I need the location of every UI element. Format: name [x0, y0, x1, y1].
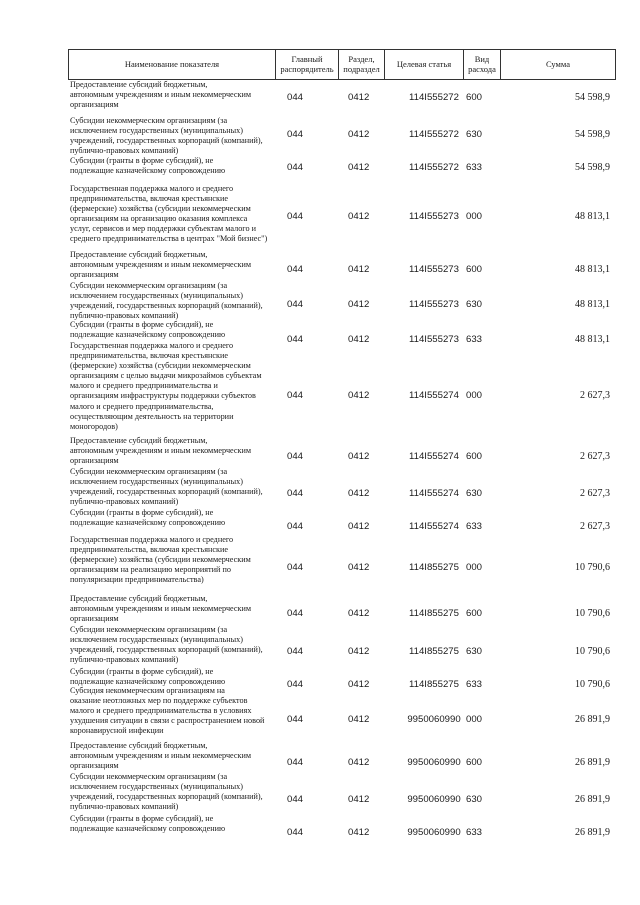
row-razdel: 0412 — [348, 794, 370, 805]
row-name: Предоставление субсидий бюджетным, автономным учреждениям и иным некоммерческим организациям — [70, 741, 252, 771]
row-expense-type: 600 — [466, 92, 483, 103]
row-target-article: 114I555274 — [409, 488, 459, 499]
row-razdel: 0412 — [348, 211, 370, 222]
row-target-article: 114I555272 — [409, 92, 459, 103]
row-target-article: 114I855275 — [409, 562, 459, 573]
row-target-article: 114I555274 — [409, 451, 459, 462]
row-expense-type: 600 — [466, 608, 483, 619]
row-sum: 26 891,9 — [575, 827, 610, 838]
row-sum: 2 627,3 — [580, 390, 610, 401]
row-grbs: 044 — [287, 646, 304, 657]
row-name: Предоставление субсидий бюджетным, автономным учреждениям и иным некоммерческим организациям — [70, 594, 252, 624]
row-name: Субсидии некоммерческим организациям (за исключением государственных (муниципальных) учреждений, государственных корпораций (компаний), публично-правовых компаний) — [70, 772, 263, 812]
row-razdel: 0412 — [348, 162, 370, 173]
row-sum: 10 790,6 — [575, 608, 610, 619]
row-razdel: 0412 — [348, 390, 370, 401]
row-expense-type: 630 — [466, 794, 483, 805]
row-name: Субсидии некоммерческим организациям (за исключением государственных (муниципальных) учреждений, государственных корпораций (компаний), публично-правовых компаний) — [70, 281, 263, 321]
row-sum: 54 598,9 — [575, 129, 610, 140]
row-name: Государственная поддержка малого и среднего предпринимательства, включая крестьянские (фермерские) хозяйства (субсидии некоммерческим организациям на организацию оказания комплекса услуг, сервисов и мер поддержки субъектам малого и среднего предпринимательства в центрах "Мой бизнес") — [70, 184, 268, 244]
row-expense-type: 633 — [466, 334, 483, 345]
row-razdel: 0412 — [348, 608, 370, 619]
row-target-article: 114I555274 — [409, 390, 459, 401]
row-target-article: 9950060990 — [407, 794, 461, 805]
row-razdel: 0412 — [348, 562, 370, 573]
row-sum: 26 891,9 — [575, 714, 610, 725]
row-grbs: 044 — [287, 714, 304, 725]
row-sum: 48 813,1 — [575, 334, 610, 345]
row-sum: 26 891,9 — [575, 757, 610, 768]
row-target-article: 114I555273 — [409, 211, 459, 222]
row-razdel: 0412 — [348, 757, 370, 768]
row-sum: 2 627,3 — [580, 451, 610, 462]
row-expense-type: 630 — [466, 299, 483, 310]
row-grbs: 044 — [287, 334, 304, 345]
row-target-article: 114I555273 — [409, 264, 459, 275]
row-expense-type: 633 — [466, 521, 483, 532]
row-target-article: 9950060990 — [407, 827, 461, 838]
header-name: Наименование показателя — [124, 58, 220, 69]
row-razdel: 0412 — [348, 521, 370, 532]
row-target-article: 114I555273 — [409, 334, 459, 345]
row-expense-type: 600 — [466, 757, 483, 768]
row-expense-type: 630 — [466, 646, 483, 657]
row-razdel: 0412 — [348, 714, 370, 725]
row-razdel: 0412 — [348, 827, 370, 838]
row-grbs: 044 — [287, 451, 304, 462]
row-name: Предоставление субсидий бюджетным, автономным учреждениям и иным некоммерческим организациям — [70, 436, 252, 466]
row-sum: 48 813,1 — [575, 264, 610, 275]
row-expense-type: 000 — [466, 211, 483, 222]
row-grbs: 044 — [287, 827, 304, 838]
header-razdel: Раздел, подраздел — [338, 50, 384, 79]
row-expense-type: 000 — [466, 714, 483, 725]
row-name: Предоставление субсидий бюджетным, автономным учреждениям и иным некоммерческим организациям — [70, 250, 252, 280]
row-name: Субсидии (гранты в форме субсидий), не подлежащие казначейскому сопровождению — [70, 156, 226, 176]
row-sum: 2 627,3 — [580, 521, 610, 532]
row-expense-type: 633 — [466, 162, 483, 173]
row-expense-type: 600 — [466, 451, 483, 462]
row-razdel: 0412 — [348, 129, 370, 140]
row-name: Субсидии некоммерческим организациям (за исключением государственных (муниципальных) учреждений, государственных корпораций (компаний), публично-правовых компаний) — [70, 467, 263, 507]
row-target-article: 9950060990 — [407, 757, 461, 768]
row-target-article: 114I555274 — [409, 521, 459, 532]
row-grbs: 044 — [287, 794, 304, 805]
row-sum: 10 790,6 — [575, 679, 610, 690]
row-target-article: 114I555272 — [409, 129, 459, 140]
row-name: Субсидии некоммерческим организациям (за исключением государственных (муниципальных) учреждений, государственных корпораций (компаний), публично-правовых компаний) — [70, 625, 263, 665]
row-target-article: 114I855275 — [409, 679, 459, 690]
row-grbs: 044 — [287, 608, 304, 619]
row-target-article: 114I855275 — [409, 608, 459, 619]
row-sum: 54 598,9 — [575, 162, 610, 173]
row-expense-type: 630 — [466, 129, 483, 140]
row-name: Субсидия некоммерческим организациям на оказание неотложных мер по поддержке субъектов малого и среднего предпринимательства в условиях ухудшения ситуации в связи с распространением новой коронавирусной инфекции — [70, 686, 265, 736]
row-name: Субсидии (гранты в форме субсидий), не подлежащие казначейскому сопровождению — [70, 320, 226, 340]
row-sum: 48 813,1 — [575, 299, 610, 310]
header-target-article: Целевая статья — [384, 50, 463, 79]
row-expense-type: 000 — [466, 562, 483, 573]
row-razdel: 0412 — [348, 488, 370, 499]
row-razdel: 0412 — [348, 646, 370, 657]
row-expense-type: 600 — [466, 264, 483, 275]
row-razdel: 0412 — [348, 451, 370, 462]
row-sum: 10 790,6 — [575, 646, 610, 657]
row-grbs: 044 — [287, 299, 304, 310]
row-name: Предоставление субсидий бюджетным, автономным учреждениям и иным некоммерческим организациям — [70, 80, 252, 110]
row-grbs: 044 — [287, 390, 304, 401]
row-name: Субсидии (гранты в форме субсидий), не подлежащие казначейскому сопровождению — [70, 667, 226, 687]
row-grbs: 044 — [287, 92, 304, 103]
row-razdel: 0412 — [348, 299, 370, 310]
row-grbs: 044 — [287, 679, 304, 690]
row-name: Государственная поддержка малого и среднего предпринимательства, включая крестьянские (фермерские) хозяйства (субсидии некоммерческим организациям на реализацию мероприятий по популяризации предпринимательства) — [70, 535, 251, 585]
header-grbs: Главный распорядитель — [275, 50, 338, 79]
row-grbs: 044 — [287, 562, 304, 573]
row-grbs: 044 — [287, 211, 304, 222]
row-sum: 2 627,3 — [580, 488, 610, 499]
row-grbs: 044 — [287, 488, 304, 499]
row-name: Субсидии (гранты в форме субсидий), не подлежащие казначейскому сопровождению — [70, 508, 226, 528]
row-grbs: 044 — [287, 129, 304, 140]
row-target-article: 114I555272 — [409, 162, 459, 173]
row-razdel: 0412 — [348, 264, 370, 275]
row-grbs: 044 — [287, 521, 304, 532]
header-sum: Сумма — [500, 50, 615, 79]
header-expense-type: Вид расхода — [463, 50, 500, 79]
row-grbs: 044 — [287, 757, 304, 768]
row-expense-type: 633 — [466, 827, 483, 838]
row-target-article: 114I855275 — [409, 646, 459, 657]
table-header — [68, 49, 616, 80]
row-name: Субсидии (гранты в форме субсидий), не подлежащие казначейскому сопровождению — [70, 814, 226, 834]
row-grbs: 044 — [287, 264, 304, 275]
row-razdel: 0412 — [348, 679, 370, 690]
row-expense-type: 000 — [466, 390, 483, 401]
row-razdel: 0412 — [348, 334, 370, 345]
row-expense-type: 633 — [466, 679, 483, 690]
row-grbs: 044 — [287, 162, 304, 173]
row-razdel: 0412 — [348, 92, 370, 103]
row-name: Государственная поддержка малого и среднего предпринимательства, включая крестьянские (фермерские) хозяйства (субсидии некоммерческим организациям с целью выдачи микрозаймов субъектам малого и среднего предпринимательства и организациям инфраструктуры поддержки субъектов малого и среднего предпринимательства, осуществляющим деятельность на территории моногородов) — [70, 341, 262, 431]
row-sum: 26 891,9 — [575, 794, 610, 805]
row-target-article: 9950060990 — [407, 714, 461, 725]
row-name: Субсидии некоммерческим организациям (за исключением государственных (муниципальных) учреждений, государственных корпораций (компаний), публично-правовых компаний) — [70, 116, 263, 156]
row-sum: 54 598,9 — [575, 92, 610, 103]
row-expense-type: 630 — [466, 488, 483, 499]
row-target-article: 114I555273 — [409, 299, 459, 310]
row-sum: 10 790,6 — [575, 562, 610, 573]
row-sum: 48 813,1 — [575, 211, 610, 222]
